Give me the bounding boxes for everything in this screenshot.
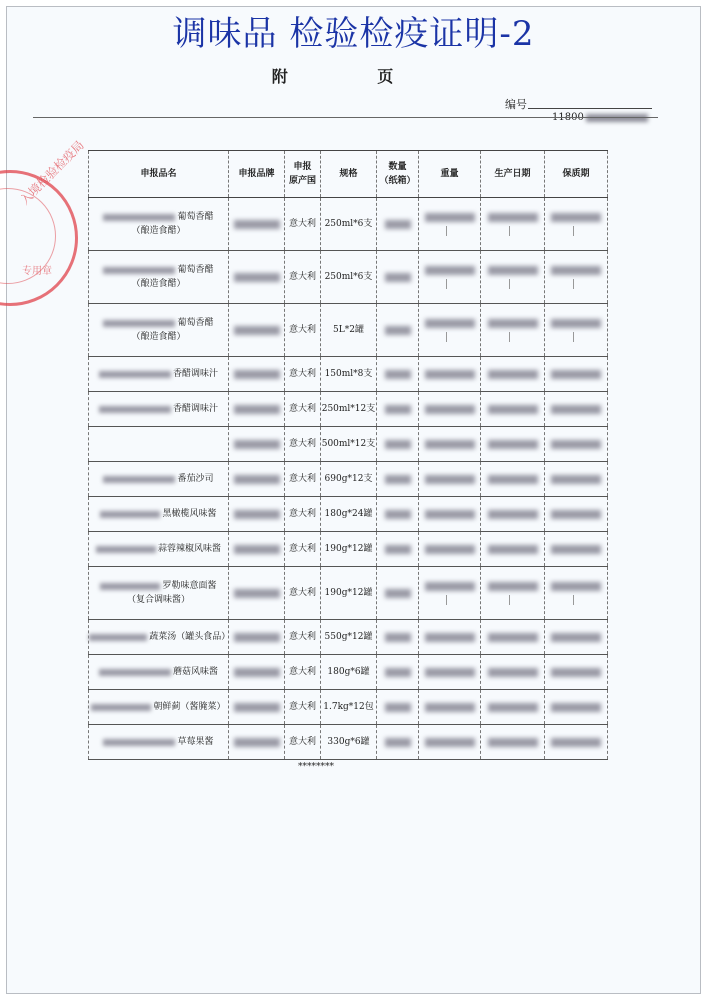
product-name-cell [88, 725, 228, 759]
product-name: 香醋调味汁 [172, 369, 218, 379]
quantity-cell [376, 427, 418, 461]
column-header-sublabel: 原产国 [288, 176, 316, 186]
goods-table [88, 150, 608, 760]
table-row [88, 532, 608, 567]
brand-cell [228, 725, 284, 759]
brand-cell [228, 392, 284, 426]
column-header [376, 151, 418, 197]
weight-cell [418, 198, 480, 250]
production-date-cell [480, 198, 544, 250]
production-date-cell [480, 655, 544, 689]
quantity-cell [376, 655, 418, 689]
column-header [544, 151, 608, 197]
origin-cell [284, 198, 320, 250]
header-rule [33, 117, 658, 118]
serial-value: 11800 [552, 112, 648, 123]
production-date-cell [480, 462, 544, 496]
table-row [88, 357, 608, 392]
weight-cell [418, 532, 480, 566]
production-date-cell [480, 427, 544, 461]
production-date-cell [480, 620, 544, 654]
spec-cell [320, 304, 376, 356]
shelf-life-cell [544, 251, 608, 303]
shelf-life-cell [544, 198, 608, 250]
spec-value: 250ml*6支 [324, 219, 373, 229]
product-category: （酿造食醋） [131, 226, 186, 236]
production-date-cell [480, 304, 544, 356]
quantity-cell [376, 532, 418, 566]
product-name-cell [88, 462, 228, 496]
brand-cell [228, 497, 284, 531]
product-name-cell [88, 251, 228, 303]
table-row [88, 198, 608, 251]
serial-label: 编号 [505, 98, 527, 111]
quantity-cell [376, 304, 418, 356]
quantity-cell [376, 497, 418, 531]
product-name: 葡萄香醋 [177, 265, 214, 275]
column-header-sublabel: （纸箱） [379, 176, 416, 186]
brand-cell [228, 690, 284, 724]
spec-cell [320, 497, 376, 531]
spec-value: 1.7kg*12包 [323, 702, 374, 712]
product-name-cell [88, 357, 228, 391]
brand-cell [228, 304, 284, 356]
origin-cell [284, 620, 320, 654]
origin-cell [284, 392, 320, 426]
spec-cell [320, 567, 376, 619]
product-category: （酿造食醋） [131, 279, 186, 289]
production-date-cell [480, 567, 544, 619]
column-header-label: 申报品牌 [238, 169, 275, 179]
production-date-cell [480, 725, 544, 759]
weight-cell [418, 251, 480, 303]
shelf-life-cell [544, 427, 608, 461]
shelf-life-cell [544, 655, 608, 689]
spec-cell [320, 532, 376, 566]
spec-value: 250ml*6支 [324, 272, 373, 282]
spec-value: 690g*12支 [324, 474, 373, 484]
table-row [88, 620, 608, 655]
column-header-label: 生产日期 [494, 169, 531, 179]
brand-cell [228, 427, 284, 461]
brand-cell [228, 357, 284, 391]
quantity-cell [376, 462, 418, 496]
table-row [88, 304, 608, 357]
product-category: （酿造食醋） [131, 332, 186, 342]
spec-value: 330g*6罐 [327, 737, 370, 747]
column-header [320, 151, 376, 197]
product-name: 草莓果酱 [177, 737, 214, 747]
product-name: 黑橄榄风味酱 [162, 509, 217, 519]
shelf-life-cell [544, 690, 608, 724]
origin-country: 意大利 [288, 439, 316, 449]
table-row [88, 462, 608, 497]
origin-country: 意大利 [288, 702, 316, 712]
product-name: 朝鲜蓟（酱腌菜） [153, 702, 226, 712]
spec-cell [320, 462, 376, 496]
product-name: 葡萄香醋 [177, 212, 214, 222]
origin-country: 意大利 [288, 544, 316, 554]
quantity-cell [376, 725, 418, 759]
weight-cell [418, 392, 480, 426]
spec-cell [320, 725, 376, 759]
table-row [88, 690, 608, 725]
product-name: 番茄沙司 [177, 474, 214, 484]
stamp-arc-text: 入境检验检疫局 [17, 138, 87, 208]
brand-cell [228, 462, 284, 496]
table-row [88, 251, 608, 304]
spec-value: 550g*12罐 [324, 632, 373, 642]
product-name-cell [88, 304, 228, 356]
shelf-life-cell [544, 392, 608, 426]
brand-cell [228, 251, 284, 303]
production-date-cell [480, 690, 544, 724]
column-header-label: 重量 [440, 169, 459, 179]
origin-country: 意大利 [288, 667, 316, 677]
product-name-cell [88, 497, 228, 531]
product-name-cell [88, 620, 231, 654]
brand-cell [228, 532, 284, 566]
weight-cell [418, 620, 480, 654]
spec-value: 500ml*12支 [321, 439, 376, 449]
product-name: 葡萄香醋 [177, 318, 214, 328]
quantity-cell [376, 198, 418, 250]
origin-country: 意大利 [288, 509, 316, 519]
weight-cell [418, 462, 480, 496]
column-header [228, 151, 284, 197]
product-category: （复合调味酱） [126, 595, 190, 605]
production-date-cell [480, 357, 544, 391]
quantity-cell [376, 567, 418, 619]
column-header [480, 151, 544, 197]
shelf-life-cell [544, 620, 608, 654]
product-name: 罗勒味意面酱 [162, 581, 217, 591]
page-subtitle: 附 页 [271, 67, 436, 86]
quantity-cell [376, 392, 418, 426]
shelf-life-cell [544, 462, 608, 496]
brand-cell [228, 655, 284, 689]
origin-cell [284, 251, 320, 303]
table-row [88, 392, 608, 427]
origin-country: 意大利 [288, 474, 316, 484]
product-name-cell [88, 655, 228, 689]
product-name: 蔬菜汤（罐头食品） [149, 632, 231, 642]
origin-country: 意大利 [288, 632, 316, 642]
weight-cell [418, 304, 480, 356]
brand-cell [228, 567, 284, 619]
column-header-label: 数量 [388, 162, 407, 172]
spec-cell [320, 357, 376, 391]
table-row [88, 725, 608, 760]
origin-cell [284, 567, 320, 619]
weight-cell [418, 497, 480, 531]
column-header [88, 151, 228, 197]
origin-cell [284, 462, 320, 496]
table-row [88, 497, 608, 532]
weight-cell [418, 357, 480, 391]
product-name-cell [88, 567, 228, 619]
spec-cell [320, 620, 376, 654]
spec-cell [320, 690, 376, 724]
spec-value: 190g*12罐 [324, 588, 373, 598]
product-name-cell [88, 427, 228, 461]
table-row [88, 567, 608, 620]
origin-cell [284, 725, 320, 759]
shelf-life-cell [544, 304, 608, 356]
shelf-life-cell [544, 357, 608, 391]
table-row [88, 655, 608, 690]
shelf-life-cell [544, 567, 608, 619]
product-name-cell [88, 392, 228, 426]
spec-value: 190g*12罐 [324, 544, 373, 554]
spec-cell [320, 655, 376, 689]
banner-title: 调味品 检验检疫证明-2 [172, 14, 535, 54]
origin-cell [284, 304, 320, 356]
weight-cell [418, 725, 480, 759]
spec-value: 180g*24罐 [324, 509, 373, 519]
weight-cell [418, 567, 480, 619]
stamp-sub-text: 专用章 [22, 266, 52, 277]
weight-cell [418, 690, 480, 724]
weight-cell [418, 655, 480, 689]
spec-cell [320, 198, 376, 250]
origin-cell [284, 532, 320, 566]
shelf-life-cell [544, 532, 608, 566]
column-header-label: 规格 [339, 169, 358, 179]
spec-value: 5L*2罐 [333, 325, 364, 335]
column-header-label: 保质期 [562, 169, 590, 179]
column-header [418, 151, 480, 197]
origin-country: 意大利 [288, 737, 316, 747]
product-name: 蒜蓉辣椒风味酱 [157, 544, 221, 554]
shelf-life-cell [544, 497, 608, 531]
spec-value: 150ml*8支 [324, 369, 373, 379]
product-name-cell [88, 532, 228, 566]
product-name: 蘑菇风味酱 [172, 667, 218, 677]
column-header-label: 申报 [293, 162, 312, 172]
product-name-cell [88, 198, 228, 250]
spec-cell [320, 427, 376, 461]
end-mark: ******** [298, 762, 334, 772]
table-header [88, 150, 608, 198]
spec-value: 250ml*12支 [321, 404, 376, 414]
weight-cell [418, 427, 480, 461]
quantity-cell [376, 251, 418, 303]
column-header [284, 151, 320, 197]
quantity-cell [376, 690, 418, 724]
quantity-cell [376, 620, 418, 654]
quantity-cell [376, 357, 418, 391]
origin-cell [284, 655, 320, 689]
spec-value: 180g*6罐 [327, 667, 370, 677]
serial-underline [528, 108, 652, 109]
origin-country: 意大利 [288, 219, 316, 229]
brand-cell [228, 198, 284, 250]
production-date-cell [480, 251, 544, 303]
origin-country: 意大利 [288, 588, 316, 598]
origin-country: 意大利 [288, 272, 316, 282]
origin-cell [284, 690, 320, 724]
origin-cell [284, 497, 320, 531]
production-date-cell [480, 392, 544, 426]
production-date-cell [480, 532, 544, 566]
production-date-cell [480, 497, 544, 531]
spec-cell [320, 251, 376, 303]
product-name-cell [88, 690, 228, 724]
origin-cell [284, 357, 320, 391]
column-header-label: 申报品名 [140, 169, 177, 179]
table-row [88, 427, 608, 462]
origin-country: 意大利 [288, 369, 316, 379]
brand-cell [228, 620, 284, 654]
spec-cell [320, 392, 376, 426]
shelf-life-cell [544, 725, 608, 759]
origin-cell [284, 427, 320, 461]
origin-country: 意大利 [288, 325, 316, 335]
product-name: 香醋调味汁 [172, 404, 218, 414]
origin-country: 意大利 [288, 404, 316, 414]
table-body [88, 198, 608, 760]
